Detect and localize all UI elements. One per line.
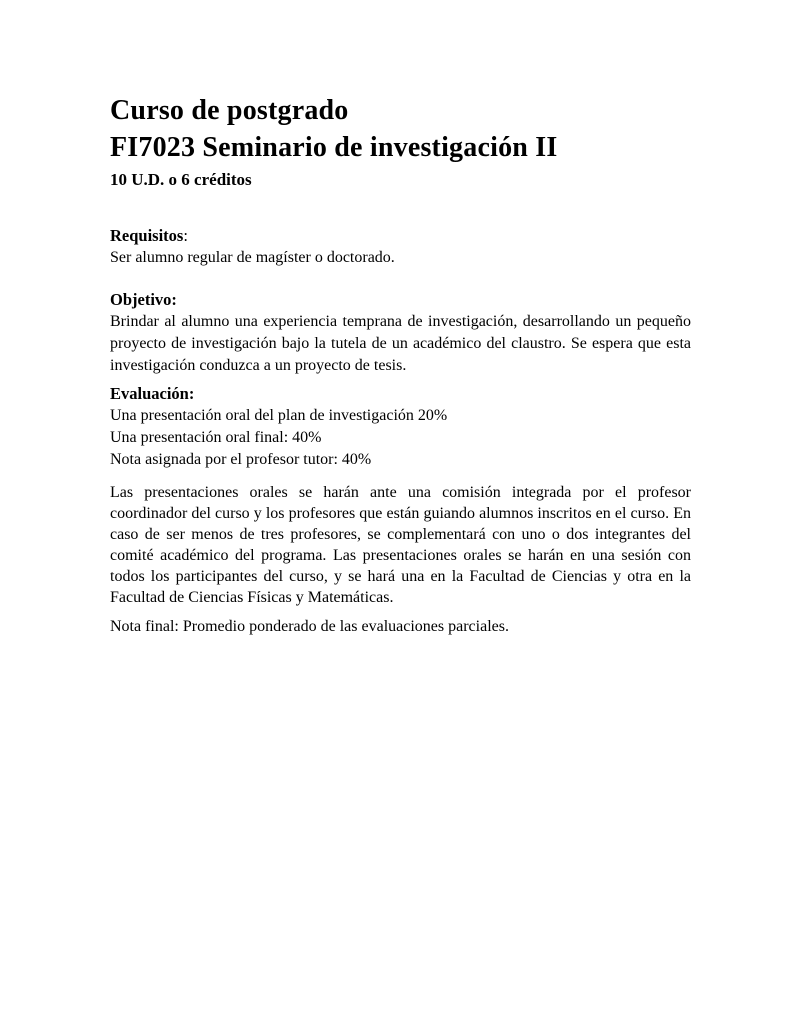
objetivo-heading: Objetivo: <box>110 290 177 309</box>
title-line-2: FI7023 Seminario de investigación II <box>110 132 558 163</box>
requisitos-heading <box>110 225 691 247</box>
evaluacion-item: Una presentación oral del plan de investigación 20% <box>110 407 448 424</box>
document-content <box>110 0 691 638</box>
course-credits-subtitle: 10 U.D. o 6 créditos <box>110 170 252 189</box>
objetivo-paragraph: Brindar al alumno una experiencia temprana de investigación, desarrollando un pequeño proyecto de investigación bajo la tutela de un académico del claustro. Se espera que esta investigación conduzca a un proyecto de tesis. <box>110 313 691 374</box>
page-title <box>110 92 691 166</box>
presentaciones-paragraph: Las presentaciones orales se harán ante una comisión integrada por el profesor coordinador del curso y los profesores que están guiando alumnos inscritos en el curso. En caso de ser menos de tres profesores, se complementará con uno o dos integrantes del comité académico del programa. Las presentaciones orales se harán en una sesión con todos los participantes del curso, y se hará una en la Facultad de Ciencias y otra en la Facultad de Ciencias Físicas y Matemáticas. <box>110 484 691 606</box>
title-line-1: Curso de postgrado <box>110 95 349 126</box>
evaluacion-heading: Evaluación: <box>110 384 195 403</box>
evaluacion-item: Una presentación oral final: 40% <box>110 429 322 446</box>
requisitos-body: Ser alumno regular de magíster o doctorado. <box>110 249 395 266</box>
evaluacion-item: Nota asignada por el profesor tutor: 40% <box>110 451 372 468</box>
requisitos-heading-word: Requisitos <box>110 226 184 245</box>
nota-final-line: Nota final: Promedio ponderado de las evaluaciones parciales. <box>110 618 509 635</box>
requisitos-heading-colon: : <box>183 226 188 245</box>
